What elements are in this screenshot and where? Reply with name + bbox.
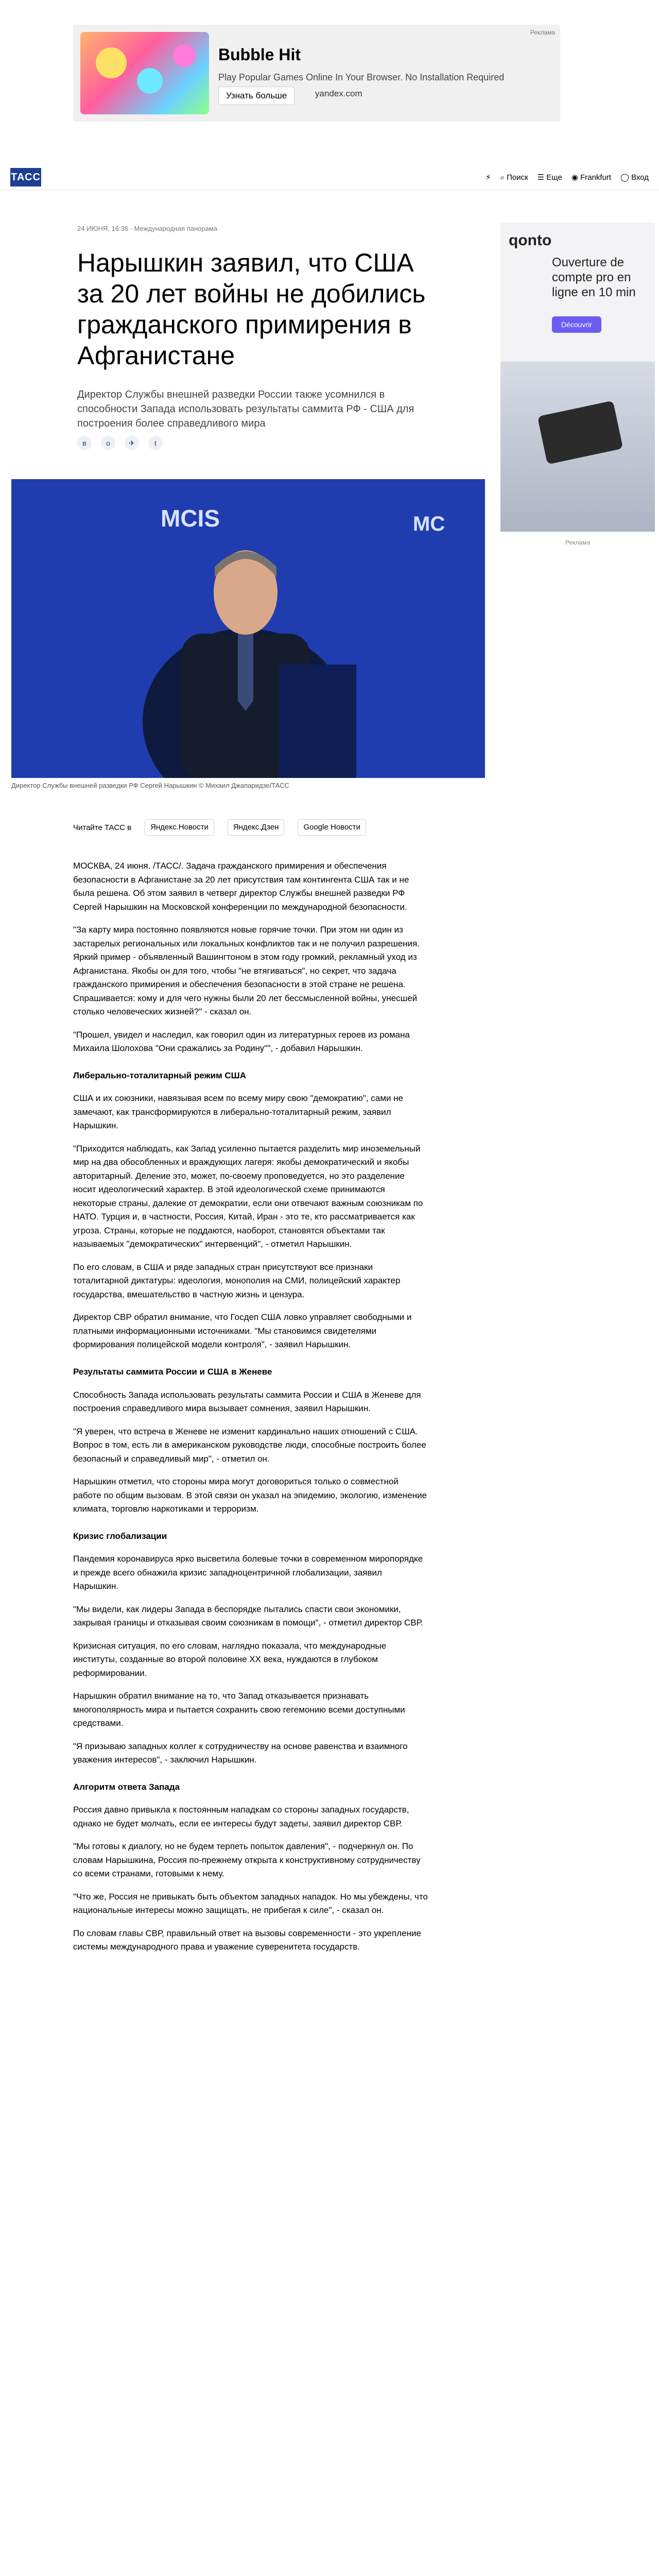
section-heading: Результаты саммита России и США в Женеве bbox=[73, 1366, 272, 1377]
article-paragraph: "Я уверен, что встреча в Женеве не изменит кардинально наших отношений с США. Вопрос в том, есть ли в американском руководстве люди, способные построить более безопасный и справедливый мир", - отметил он. bbox=[73, 1426, 426, 1464]
source-yandex-news[interactable]: Яндекс.Новости bbox=[145, 819, 214, 836]
tass-logo[interactable]: ТАСС bbox=[10, 168, 41, 187]
article-paragraph: Нарышкин отметил, что стороны мира могут договориться только о совместной работе по общим вызовам. В этой связи он указал на эпидемию, экологию, изменение климата, торговлю наркотиками и терроризм. bbox=[73, 1477, 427, 1514]
article-paragraph: Нарышкин обратил внимание на то, что Запад отказывается признавать многополярность мира и пытается сохранить свою гегемонию всеми доступными средствами. bbox=[73, 1691, 405, 1728]
sidebar-ad-qonto[interactable] bbox=[500, 223, 655, 532]
ad-cta-button[interactable]: Découvrir bbox=[552, 316, 601, 333]
read-in-label: Читайте ТАСС в bbox=[73, 823, 132, 832]
ad-image bbox=[500, 362, 655, 532]
site-header bbox=[0, 163, 659, 190]
article-paragraph: США и их союзники, навязывая всем по всему миру свою "демократию", сами не замечают, как трансформируются в либерально-тоталитарный режим, заявил Нарышкин. bbox=[73, 1093, 404, 1131]
ad-title: Bubble Hit bbox=[218, 45, 301, 64]
share-buttons bbox=[77, 436, 163, 450]
article-paragraph: По словам главы СВР, правильный ответ на вызовы современности - это укрепление системы международного права и уважение суверенитета государств. bbox=[73, 1928, 421, 1952]
read-tass-in bbox=[73, 818, 423, 837]
more-link[interactable] bbox=[537, 173, 562, 182]
user-icon: ◯ bbox=[620, 173, 632, 182]
ad-game-artwork bbox=[80, 32, 209, 114]
header-nav bbox=[485, 171, 649, 183]
photo-caption: Директор Службы внешней разведки РФ Сергей Нарышкин © Михаил Джапаридзе/ТАСС bbox=[11, 782, 289, 789]
region-label: Frankfurt bbox=[580, 173, 612, 182]
ad-text: Ouverture de compte pro en ligne en 10 min bbox=[552, 256, 636, 299]
search-link[interactable] bbox=[500, 173, 528, 182]
login-link[interactable] bbox=[620, 173, 649, 182]
article-paragraph: "Прошел, увидел и наследил, как говорил один из литературных героев из романа Михаила Шолохова "Они сражались за Родину"", - добавил Нарышкин. bbox=[73, 1029, 410, 1054]
article-paragraph: "За карту мира постоянно появляются новые горячие точки. При этом ни один из застарелых региональных или локальных конфликтов так и не получил разрешения. Яркий пример - объявленный Вашингтоном в этом году громкий, рекламный уход из Афганистана. Якобы он для того, чтобы "не втягиваться", но секрет, что задача гражданского примирения и обеспечения безопасности в этой стране не решена. Спрашивается: кому и для чего нужны были 20 лет бессмысленной войны, унесшей столько человеческих жизней?" - сказал он. bbox=[73, 925, 420, 1017]
source-yandex-zen[interactable]: Яндекс.Дзен bbox=[228, 819, 285, 836]
article-paragraph: Россия давно привыкла к постоянным нападкам со стороны западных государств, однако не будет молчать, если ее интересы будут задеты, заявил директор СВР. bbox=[73, 1805, 409, 1828]
article-paragraph: "Что же, Россия не привыкать быть объектом западных нападок. Но мы убеждены, что национальные интересы можно защищать, не прибегая к силе", - сказал он. bbox=[73, 1891, 428, 1916]
article-paragraph: Кризисная ситуация, по его словам, наглядно показала, что международные институты, созданные во второй половине XX века, нуждаются в глубоком реформировании. bbox=[73, 1640, 387, 1678]
ad-subtitle: Play Popular Games Online In Your Browser. No Installation Required bbox=[218, 72, 505, 82]
share-twitter-icon[interactable]: t bbox=[148, 436, 163, 450]
menu-icon: ☰ bbox=[537, 173, 547, 182]
lightning-icon[interactable]: ⚡ bbox=[485, 173, 491, 182]
share-ok-icon[interactable]: о bbox=[101, 436, 115, 450]
article-body bbox=[73, 859, 428, 1963]
ad-domain: yandex.com bbox=[315, 89, 362, 98]
article-paragraph: Директор СВР обратил внимание, что Госдеп США ловко управляет свободными и платными информационными источниками. "Мы становимся свидетелями формирования полицейской модели контроля", - заявил Нарышкин. bbox=[73, 1312, 412, 1350]
more-label: Еще bbox=[546, 173, 562, 182]
share-vk-icon[interactable]: в bbox=[77, 436, 92, 450]
ad-brand: qonto bbox=[509, 232, 552, 249]
article-rubric[interactable]: 24 ИЮНЯ, 16:36 · Международная панорама bbox=[77, 225, 218, 232]
article-paragraph: МОСКВА, 24 июня. /ТАСС/. Задача гражданского примирения и обеспечения безопасности в Афганистане за 20 лет присутствия там контингента США так и не была решена. Об этом заявил в четверг директор Службы внешней разведки РФ Сергей Нарышкин на Московской конференции по международной безопасности. bbox=[73, 861, 409, 912]
search-icon: ⌕ bbox=[500, 173, 507, 182]
article-paragraph: "Приходится наблюдать, как Запад усиленно пытается разделить мир иноземельный мир на два обособленных и враждующих лагеря: якобы демократический и якобы авторитарный. Деление это, может, по-своему проповедуется, но это разделение носит идеологический характер. В этой идеологической схеме принимаются некоторые страны, далекие от демократии, если они отвечают важным союзникам по НАТО. Турция и, в частности, Россия, Китай, Иран - это те, кто рассматривается как угроза. Страны, которые не поддаются, наоборот, становятся объектами так называемых "демократических" интервенций", - отметил Нарышкин. bbox=[73, 1143, 423, 1249]
article-paragraph: "Мы видели, как лидеры Запада в беспорядке пытались спасти свои экономики, закрывая границы и отказывая своим союзникам в помощи", - отметил директор СВР. bbox=[73, 1604, 423, 1628]
article-paragraph: "Я призываю западных коллег к сотрудничеству на основе равенства и взаимного уважения интересов", - заключил Нарышкин. bbox=[73, 1741, 408, 1765]
article-title: Нарышкин заявил, что США за 20 лет войны не добились гражданского примирения в Афганистане bbox=[77, 248, 426, 370]
region-link[interactable] bbox=[571, 173, 611, 182]
login-label: Вход bbox=[631, 173, 649, 182]
article-photo bbox=[11, 479, 485, 778]
article-lead: Директор Службы внешней разведки России также усомнился в способности Запада использовать результаты саммита РФ - США для построения более справедливого мира bbox=[77, 389, 414, 429]
article-paragraph: По его словам, в США и ряде западных стран присутствуют все признаки тоталитарной диктатуры: идеология, монополия на СМИ, полицейский характер государства, вмешательство в частную жизнь и цензура. bbox=[73, 1262, 401, 1299]
section-heading: Либерально-тоталитарный режим США bbox=[73, 1070, 247, 1080]
ad-badge: Реклама bbox=[530, 29, 555, 36]
ad-learn-more-button[interactable]: Узнать больше bbox=[218, 87, 294, 105]
article-paragraph: Пандемия коронавируса ярко высветила болевые точки в современном миропорядке и прежде всего обнажила кризис западноцентричной глобализации, заявил Нарышкин. bbox=[73, 1554, 423, 1591]
svg-text:MC: MC bbox=[413, 513, 445, 535]
top-ad-banner[interactable] bbox=[73, 25, 560, 122]
location-icon: ◉ bbox=[571, 173, 581, 182]
article-paragraph: Способность Запада использовать результаты саммита России и США в Женеве для построения справедливого мира вызывает сомнения, заявил Нарышкин. bbox=[73, 1389, 421, 1414]
share-telegram-icon[interactable]: ✈ bbox=[125, 436, 139, 450]
svg-text:MCIS: MCIS bbox=[161, 505, 220, 532]
article-paragraph: "Мы готовы к диалогу, но не будем терпеть попыток давления", - подчеркнул он. По словам Нарышкина, Россия по-прежнему открыта к конструктивному сотрудничеству со всеми странами, готовыми к нему. bbox=[73, 1841, 421, 1879]
source-google-news[interactable]: Google Новости bbox=[298, 819, 366, 836]
search-label: Поиск bbox=[507, 173, 528, 182]
ad-label: Реклама bbox=[565, 539, 591, 546]
section-heading: Кризис глобализации bbox=[73, 1531, 167, 1541]
section-heading: Алгоритм ответа Запада bbox=[73, 1782, 180, 1792]
